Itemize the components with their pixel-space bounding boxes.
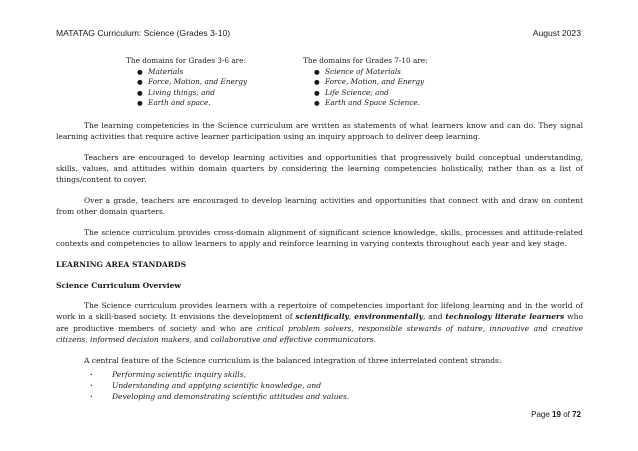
emphasis-communicators: collaborative and effective communicators. (210, 334, 376, 344)
strands-list (56, 369, 583, 403)
emphasis-traits: critical problem solvers, responsible stewards of nature, innovative and creative citizens, informed decision makers, (56, 323, 583, 344)
emphasis-scientifically: scientifically (295, 312, 349, 322)
domains-grades-7-10 (303, 56, 503, 109)
list-item: ● Force, Motion, and Energy (325, 77, 503, 88)
text-run: who are productive members of society and who are (56, 312, 584, 333)
of-label: of (563, 410, 570, 419)
subsection-heading: Science Curriculum Overview (56, 280, 181, 290)
document-date: August 2023 (532, 28, 581, 38)
domains-right-list (303, 67, 503, 109)
domains-section (126, 56, 526, 109)
central-feature-paragraph: A central feature of the Science curriculum is the balanced integration of three interrelated content strands: (84, 355, 502, 365)
list-item: ● Science of Materials (325, 67, 503, 78)
list-item: ● Earth and Space Science. (325, 98, 503, 109)
list-item: · Developing and demonstrating scientific attitudes and values. (56, 391, 583, 402)
domains-right-title: The domains for Grades 7-10 are: (303, 56, 428, 65)
list-item: ● Force, Motion, and Energy (148, 77, 303, 88)
emphasis-technology-literate: technology literate learners (445, 312, 565, 322)
section-heading: LEARNING AREA STANDARDS (56, 259, 187, 269)
text-run: The Science curriculum provides learners with a repertoire of competencies important for lifelong learning and in the world of work in a skill-based society. It envisions the development of (56, 301, 583, 322)
list-item: ● Materials (148, 67, 303, 78)
domains-grades-3-6 (126, 56, 303, 109)
list-item: ● Earth and space. (148, 98, 303, 109)
document-body (56, 120, 583, 402)
overview-paragraph (56, 300, 583, 345)
text-run: , and (422, 312, 446, 322)
paragraph: The learning competencies in the Science curriculum are written as statements of what learners know and can do. They signal learning activities that require active learner participation using an inquiry approach to deliver deep learning. (56, 121, 583, 142)
text-run: and (191, 334, 211, 344)
document-title: MATATAG Curriculum: Science (Grades 3-10) (56, 28, 231, 38)
page-label: Page (531, 410, 550, 419)
list-item: ● Living things; and (148, 88, 303, 99)
paragraph: Over a grade, teachers are encouraged to develop learning activities and opportunities that connect with and draw on content from other domain quarters. (56, 196, 583, 217)
text-run: , (348, 312, 355, 322)
list-item: ● Life Science; and (325, 88, 503, 99)
page-header (56, 28, 581, 38)
domains-left-list (126, 67, 303, 109)
paragraph: The science curriculum provides cross-domain alignment of significant science knowledge, skills, processes and attitude-related contexts and competencies to allow learners to apply and reinforce learning in varying contexts throughout each year and key stage. (56, 227, 583, 249)
domains-left-title: The domains for Grades 3-6 are: (126, 56, 246, 65)
page-footer (531, 410, 581, 419)
total-pages: 72 (572, 410, 581, 419)
emphasis-environmentally: environmentally (354, 312, 423, 322)
paragraph: Teachers are encouraged to develop learning activities and opportunities that progressively build conceptual understanding, skills, values, and attitudes within domain quarters by considering the learning competencies holistically, rather than as a list of things/content to cover. (56, 152, 583, 185)
page-number: 19 (552, 410, 561, 419)
list-item: · Understanding and applying scientific knowledge, and (56, 380, 583, 391)
list-item: · Performing scientific inquiry skills, (56, 369, 583, 380)
